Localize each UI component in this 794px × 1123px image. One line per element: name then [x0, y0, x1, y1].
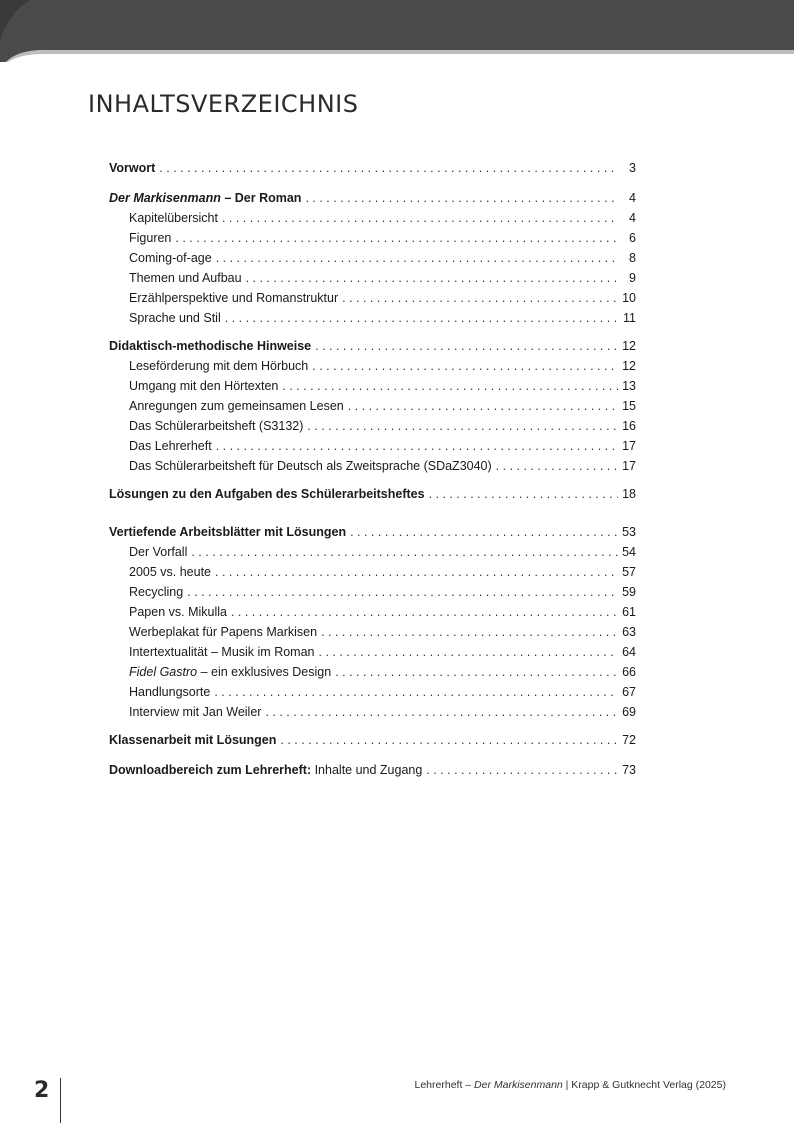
toc-label: Vorwort	[109, 161, 156, 175]
page-title: INHALTSVERZEICHNIS	[88, 90, 359, 118]
dot-leader	[321, 622, 618, 642]
toc-page-number: 72	[622, 733, 636, 747]
toc-page-number: 73	[622, 763, 636, 777]
toc-label: Coming-of-age	[129, 251, 212, 265]
dot-leader	[319, 642, 619, 662]
toc-page-number: 66	[622, 665, 636, 679]
toc-label: Das Schülerarbeitsheft (S3132)	[129, 419, 304, 433]
toc-page-number: 3	[629, 161, 636, 175]
toc-page-number: 54	[622, 545, 636, 559]
toc-page-number: 17	[622, 459, 636, 473]
dot-leader	[305, 188, 618, 208]
toc-label: Recycling	[129, 585, 184, 599]
dot-leader	[216, 248, 618, 268]
dot-leader	[315, 336, 618, 356]
toc-page-number: 15	[622, 399, 636, 413]
toc-page-number: 12	[622, 359, 636, 373]
toc-page-number: 53	[622, 525, 636, 539]
toc-subentry[interactable]	[109, 702, 636, 722]
toc-label: Interview mit Jan Weiler	[129, 705, 262, 719]
dot-leader	[312, 356, 618, 376]
toc-subentry[interactable]	[109, 562, 636, 582]
footer-suffix: | Krapp & Gutknecht Verlag (2025)	[562, 1079, 726, 1091]
toc-label	[109, 760, 422, 780]
toc-label: Handlungsorte	[129, 685, 211, 699]
toc-page-number: 4	[629, 211, 636, 225]
dot-leader	[191, 542, 618, 562]
toc-page-number: 18	[622, 487, 636, 501]
footer-credit	[415, 1079, 727, 1091]
toc-label: Das Schülerarbeitsheft für Deutsch als Zweitsprache (SDaZ3040)	[129, 459, 492, 473]
toc-label: Vertiefende Arbeitsblätter mit Lösungen	[109, 525, 347, 539]
toc-subentry[interactable]	[109, 288, 636, 308]
dot-leader	[246, 268, 618, 288]
toc-entry-vertiefend[interactable]	[109, 522, 636, 542]
toc-subentry[interactable]	[109, 436, 636, 456]
toc-label-rest: Inhalte und Zugang	[311, 763, 423, 777]
table-of-contents	[109, 158, 636, 780]
toc-label: Werbeplakat für Papens Markisen	[129, 625, 318, 639]
dot-leader	[222, 208, 618, 228]
toc-page-number: 10	[622, 291, 636, 305]
toc-label-rest: – Der Roman	[220, 191, 302, 205]
toc-subentry[interactable]	[109, 356, 636, 376]
toc-page-number: 9	[629, 271, 636, 285]
toc-page-number: 11	[623, 311, 636, 325]
toc-page-number: 59	[622, 585, 636, 599]
toc-subentry[interactable]	[109, 228, 636, 248]
toc-entry-download[interactable]	[109, 760, 636, 780]
toc-page-number: 12	[622, 339, 636, 353]
toc-subentry[interactable]	[109, 542, 636, 562]
toc-label	[109, 188, 301, 208]
toc-entry-loesungen[interactable]	[109, 484, 636, 504]
header-band	[0, 0, 794, 62]
dot-leader	[282, 376, 618, 396]
toc-subentry[interactable]	[109, 682, 636, 702]
toc-subentry[interactable]	[109, 622, 636, 642]
toc-page-number: 4	[629, 191, 636, 205]
dot-leader	[307, 416, 618, 436]
dot-leader	[335, 662, 618, 682]
toc-label: Erzählperspektive und Romanstruktur	[129, 291, 339, 305]
toc-page-number: 63	[622, 625, 636, 639]
toc-label	[129, 662, 331, 682]
dot-leader	[265, 702, 618, 722]
toc-label: Umgang mit den Hörtexten	[129, 379, 279, 393]
dot-leader	[496, 456, 618, 476]
toc-label-rest: – ein exklusives Design	[197, 665, 332, 679]
toc-label: 2005 vs. heute	[129, 565, 212, 579]
toc-page-number: 17	[622, 439, 636, 453]
dot-leader	[187, 582, 618, 602]
toc-entry-vorwort[interactable]	[109, 158, 636, 178]
toc-subentry[interactable]	[109, 582, 636, 602]
toc-subentry[interactable]	[109, 376, 636, 396]
toc-entry-klassenarbeit[interactable]	[109, 730, 636, 750]
dot-leader	[426, 760, 618, 780]
toc-label: Lösungen zu den Aufgaben des Schülerarbeitsheftes	[109, 487, 425, 501]
toc-subentry[interactable]	[109, 416, 636, 436]
toc-label: Didaktisch-methodische Hinweise	[109, 339, 312, 353]
toc-label: Themen und Aufbau	[129, 271, 242, 285]
dot-leader	[225, 308, 618, 328]
dot-leader	[159, 158, 618, 178]
toc-page-number: 61	[622, 605, 636, 619]
dot-leader	[175, 228, 618, 248]
footer-divider	[60, 1078, 61, 1123]
toc-label: Figuren	[129, 231, 172, 245]
toc-page-number: 69	[622, 705, 636, 719]
dot-leader	[214, 682, 618, 702]
toc-subentry[interactable]	[109, 268, 636, 288]
toc-label: Der Vorfall	[129, 545, 188, 559]
toc-label-bold: Downloadbereich zum Lehrerheft:	[109, 763, 312, 777]
footer-book-title: Der Markisenmann	[474, 1079, 563, 1091]
design-title-italic: Fidel Gastro	[129, 665, 198, 679]
toc-entry-didaktik[interactable]	[109, 336, 636, 356]
toc-subentry[interactable]	[109, 308, 636, 328]
toc-label: Das Lehrerheft	[129, 439, 212, 453]
dot-leader	[280, 730, 618, 750]
footer-prefix: Lehrerheft –	[414, 1079, 475, 1091]
dot-leader	[348, 396, 618, 416]
toc-subentry[interactable]	[109, 642, 636, 662]
toc-label: Kapitelübersicht	[129, 211, 218, 225]
toc-label: Klassenarbeit mit Lösungen	[109, 733, 277, 747]
dot-leader	[231, 602, 618, 622]
toc-page-number: 16	[622, 419, 636, 433]
toc-subentry[interactable]	[109, 456, 636, 476]
toc-label: Intertextualität – Musik im Roman	[129, 645, 315, 659]
toc-subentry[interactable]	[109, 248, 636, 268]
toc-label: Anregungen zum gemeinsamen Lesen	[129, 399, 344, 413]
dot-leader	[342, 288, 618, 308]
dot-leader	[350, 522, 618, 542]
book-title-italic: Der Markisenmann	[109, 191, 221, 205]
toc-label: Papen vs. Mikulla	[129, 605, 227, 619]
toc-page-number: 57	[622, 565, 636, 579]
dot-leader	[215, 562, 618, 582]
toc-page-number: 6	[629, 231, 636, 245]
toc-page-number: 13	[622, 379, 636, 393]
toc-subentry[interactable]	[109, 662, 636, 682]
toc-label: Sprache und Stil	[129, 311, 221, 325]
dot-leader	[429, 484, 618, 504]
toc-entry-roman[interactable]	[109, 188, 636, 208]
page-number: 2	[34, 1078, 50, 1103]
toc-label: Leseförderung mit dem Hörbuch	[129, 359, 309, 373]
toc-page-number: 67	[622, 685, 636, 699]
toc-subentry[interactable]	[109, 208, 636, 228]
toc-page-number: 8	[629, 251, 636, 265]
toc-subentry[interactable]	[109, 602, 636, 622]
dot-leader	[216, 436, 618, 456]
toc-subentry[interactable]	[109, 396, 636, 416]
toc-page-number: 64	[622, 645, 636, 659]
